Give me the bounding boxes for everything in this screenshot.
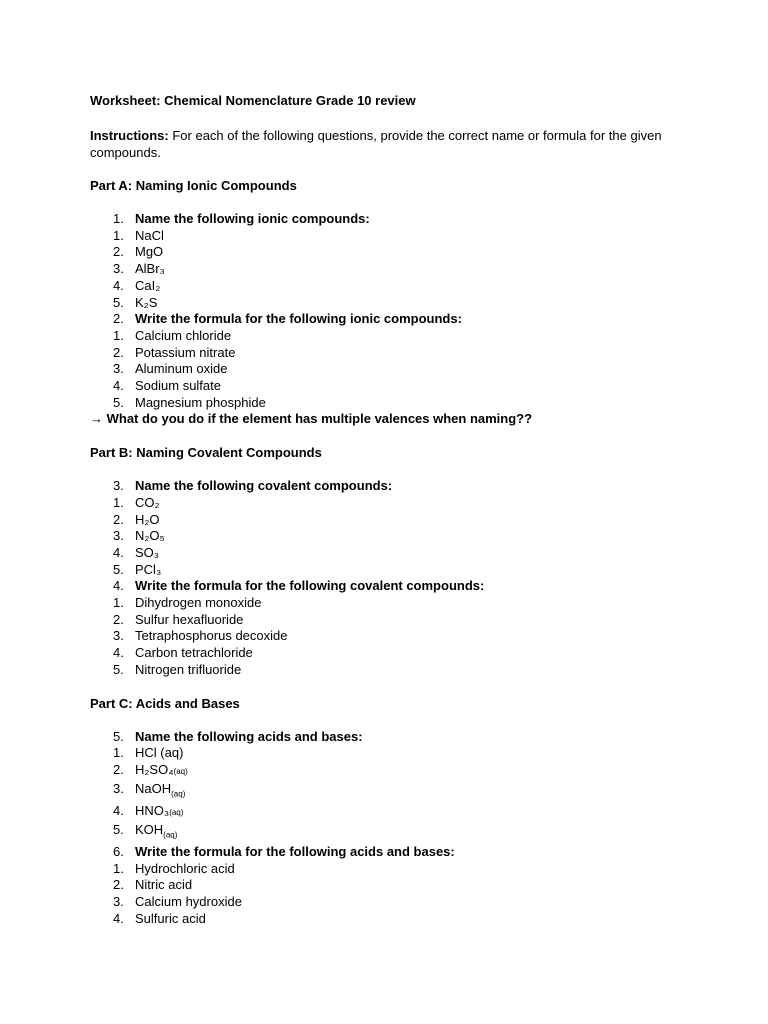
question-text: Write the formula for the following ionic compounds: [135,311,462,327]
question-6-items [90,861,680,928]
instructions [90,127,680,161]
list-item: 4. Sulfuric acid [113,910,206,926]
question-3 [90,478,680,495]
question-text: Write the formula for the following acids and bases: [135,843,455,859]
worksheet-page [90,93,680,928]
list-item: 2. H₂O [113,511,160,527]
list-item: 4. SO₃ [113,544,160,560]
list-item: 1. Dihydrogen monoxide [113,595,262,611]
list-item: 2. Nitric acid [113,877,193,893]
question-4-items [90,595,680,679]
list-item: 3. Tetraphosphorus decoxide [113,628,288,644]
part-b-heading: Part B: Naming Covalent Compounds [90,445,322,461]
question-text: Write the formula for the following covalent compounds: [135,578,485,594]
part-b-questions [90,478,680,678]
part-c-questions [90,729,680,928]
question-number: 4. [113,578,124,594]
question-text: Name the following ionic compounds: [135,211,370,226]
list-item: 1. Hydrochloric acid [113,860,235,876]
list-item: 5. K₂S [113,294,158,310]
worksheet-title: Worksheet: Chemical Nomenclature Grade 10 review [90,93,416,108]
list-item: 2. MgO [113,244,164,260]
valence-note: → What do you do if the element has multiple valences when naming?? [90,411,533,427]
part-c-heading: Part C: Acids and Bases [90,695,240,711]
list-item: 2. H₂SO₄(aq) [113,761,188,777]
question-3-items [90,495,680,579]
list-item: 5. Nitrogen trifluoride [113,661,242,677]
list-item: 2. Potassium nitrate [113,344,236,360]
question-number: 2. [113,311,124,327]
list-item: 4. HNO₃(aq) [113,802,184,818]
question-text: Name the following acids and bases: [135,728,363,744]
question-number: 3. [113,478,124,494]
question-number: 5. [113,728,124,744]
list-item: 5. PCl₃ [113,561,162,577]
list-item: 4. Carbon tetrachloride [113,645,253,661]
list-item: 1. CO₂ [113,494,160,510]
part-a-questions [90,211,680,411]
question-2-items [90,328,680,412]
list-item: 2. Sulfur hexafluoride [113,611,244,627]
list-item: 1. Calcium chloride [113,327,232,343]
part-a-heading: Part A: Naming Ionic Compounds [90,178,297,193]
question-1-items [90,228,680,312]
question-text: Name the following covalent compounds: [135,478,393,494]
list-item: 4. CaI₂ [113,277,161,293]
list-item: 1. NaCl [113,227,164,243]
instructions-text: For each of the following questions, provide the correct name or formula for the given compounds. [90,128,662,160]
list-item: 3. Aluminum oxide [113,361,228,377]
question-2 [90,311,680,328]
list-item: 3. N₂O₅ [113,528,165,544]
question-5 [90,729,680,746]
list-item: 3. AlBr₃ [113,261,165,277]
question-1 [90,211,680,228]
list-item: 4. Sodium sulfate [113,378,221,394]
question-6 [90,844,680,861]
question-number: 1. [113,211,124,226]
list-item: 5. $KOH_{(aq)}$ [113,821,178,840]
question-5-items [90,745,680,844]
list-item: 1. HCl (aq) [113,745,184,761]
list-item: 3. NaOH$_{(aq)}$ [113,780,186,799]
question-4 [90,578,680,595]
list-item: 3. Calcium hydroxide [113,894,242,910]
instructions-label: Instructions: [90,128,169,143]
list-item: 5. Magnesium phosphide [113,394,266,410]
question-number: 6. [113,843,124,859]
